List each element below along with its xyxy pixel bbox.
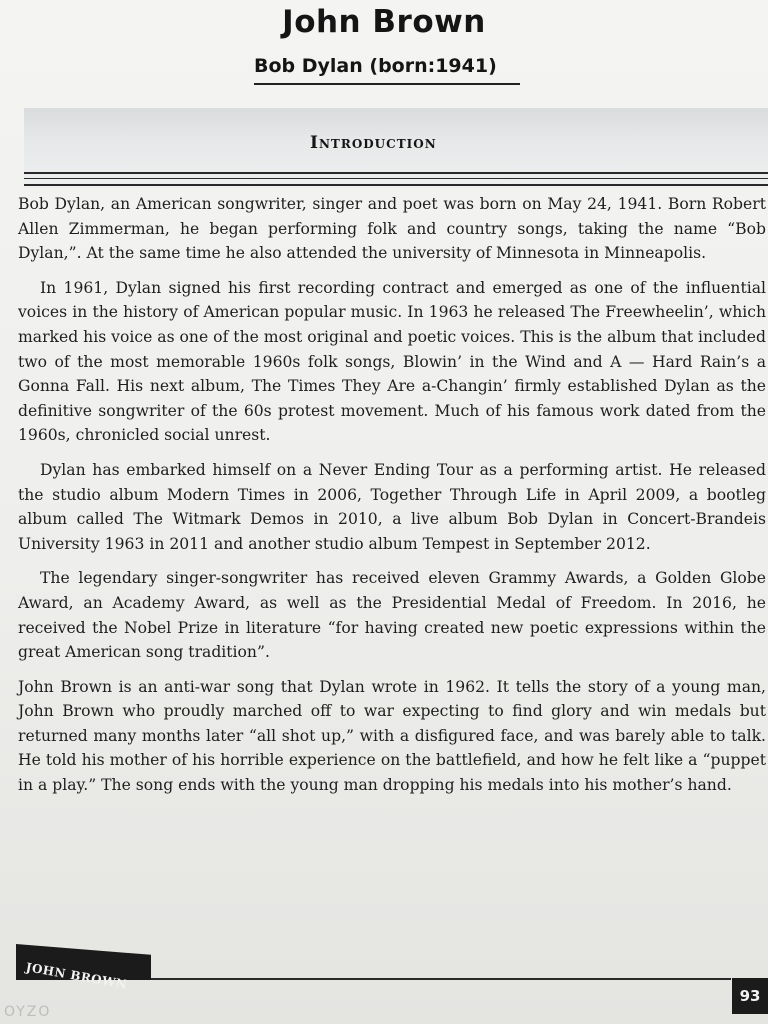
- paragraph-1: Bob Dylan, an American songwriter, singer and poet was born on May 24, 1941. Born Robert Allen Zimmerman, he began performing folk and country songs, taking the name “Bob Dylan,”. At the same time he also attended the university of Minnesota in Minneapolis.: [18, 195, 766, 263]
- page-title: John Brown: [282, 4, 486, 40]
- paragraph-4: The legendary singer-songwriter has received eleven Grammy Awards, a Golden Globe Award, an Academy Award, as well as the Presidential Medal of Freedom. In 2016, he received the Nobel Prize in literature “for having created new poetic expressions within the great American song tradition”.: [18, 569, 766, 662]
- running-title: JOHN BROWN: [24, 960, 129, 992]
- page-subtitle: Bob Dylan (born:1941): [254, 55, 520, 85]
- footer-rule: [151, 978, 731, 980]
- section-heading: Introduction: [310, 133, 437, 153]
- camera-watermark: OYZO: [4, 1004, 52, 1020]
- heading-rule-middle: [24, 178, 768, 179]
- heading-rule-bottom: [24, 184, 768, 186]
- paragraph-3: Dylan has embarked himself on a Never Ending Tour as a performing artist. He released the studio album Modern Times in 2006, Together Through Life in April 2009, a bootleg album called The Witmark Demos in 2010, a live album Bob Dylan in Concert-Brandeis University 1963 in 2011 and another studio album Tempest in September 2012.: [18, 460, 766, 553]
- page-number: 93: [732, 978, 768, 1014]
- body-text: [18, 192, 766, 808]
- paragraph-2: In 1961, Dylan signed his first recording contract and emerged as one of the influential voices in the history of American popular music. In 1963 he released The Freewheelin’, which marked his voice as one of the most original and poetic voices. This is the album that included two of the most memorable 1960s folk songs, Blowin’ in the Wind and A — Hard Rain’s a Gonna Fall. His next album, The Times They Are a-Changin’ firmly established Dylan as the definitive songwriter of the 60s protest movement. Much of his famous work dated from the 1960s, chronicled social unrest.: [18, 278, 766, 445]
- heading-rule-top: [24, 172, 768, 174]
- paragraph-5: John Brown is an anti-war song that Dylan wrote in 1962. It tells the story of a young man, John Brown who proudly marched off to war expecting to find glory and win medals but returned many months later “all shot up,” with a disfigured face, and was barely able to talk. He told his mother of his horrible experience on the battlefield, and how he felt like a “puppet in a play.” The song ends with the young man dropping his medals into his mother’s hand.: [18, 677, 766, 795]
